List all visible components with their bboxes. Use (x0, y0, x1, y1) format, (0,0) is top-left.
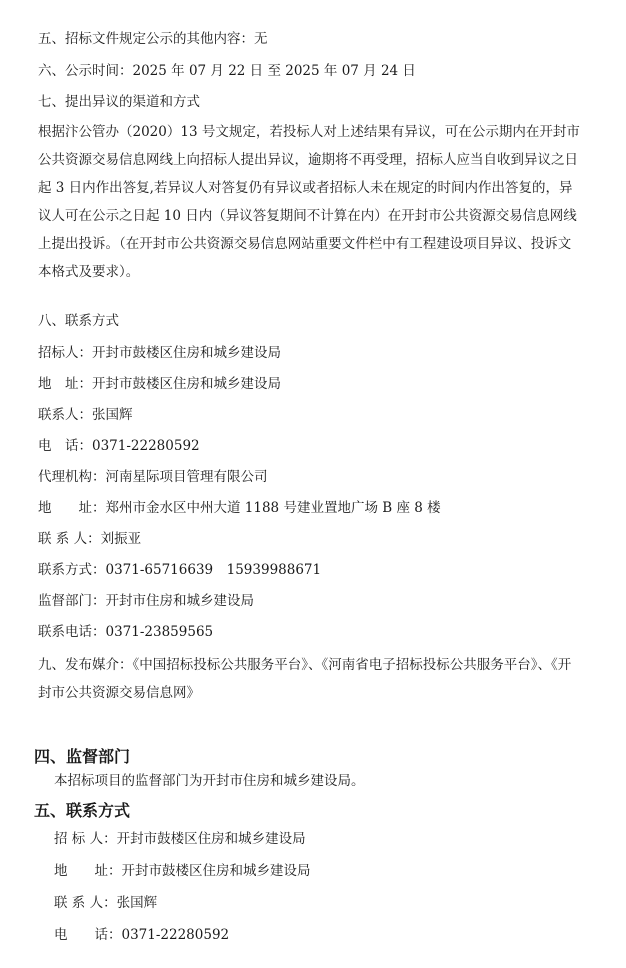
section9-line: 封市公共资源交易信息网》 (38, 685, 200, 701)
contact-agency-address: 地 址：郑州市金水区中州大道 1188 号建业置地广场 B 座 8 楼 (38, 500, 441, 516)
contact-agency-person: 联 系 人：刘振亚 (38, 531, 142, 547)
section7-title: 七、提出异议的渠道和方式 (38, 94, 200, 110)
section7-line: 公共资源交易信息网线上向招标人提出异议，逾期将不再受理，招标人应当自收到异议之日 (38, 152, 578, 168)
contact-address: 地 址：开封市鼓楼区住房和城乡建设局 (38, 376, 281, 392)
contact2-person: 联 系 人：张国辉 (54, 895, 158, 911)
contact-person: 联系人：张国辉 (38, 407, 133, 423)
contact-agency: 代理机构：河南星际项目管理有限公司 (38, 469, 268, 485)
contact-agency-phone: 联系方式：0371-65716639 15939988671 (38, 562, 322, 578)
section5-other: 五、招标文件规定公示的其他内容：无 (38, 31, 268, 47)
section6-period: 六、公示时间：2025 年 07 月 22 日 至 2025 年 07 月 24 日 (38, 63, 416, 79)
section7-body (38, 118, 596, 286)
section9-line: 九、发布媒介：《中国招标投标公共服务平台》、《河南省电子招标投标公共服务平台》、《开 (38, 657, 572, 673)
contact-tenderer: 招标人：开封市鼓楼区住房和城乡建设局 (38, 345, 281, 361)
heading-contacts: 五、联系方式 (34, 801, 131, 820)
section7-line: 议人可在公示之日起 10 日内（异议答复期间不计算在内）在开封市公共资源交易信息网线 (38, 208, 577, 224)
contact2-address: 地 址：开封市鼓楼区住房和城乡建设局 (54, 863, 311, 879)
contact-phone: 电 话：0371-22280592 (38, 438, 200, 454)
contact2-phone: 电 话：0371-22280592 (54, 927, 230, 943)
section7-line: 根据汴公管办（2020）13 号文规定，若投标人对上述结果有异议，可在公示期内在开封市 (38, 124, 580, 140)
heading-supervision: 四、监督部门 (34, 747, 131, 766)
section8-title: 八、联系方式 (38, 313, 119, 329)
section7-line: 起 3 日内作出答复,若异议人对答复仍有异议或者招标人未在规定的时间内作出答复的，异 (38, 180, 573, 196)
contact2-tenderer: 招 标 人：开封市鼓楼区住房和城乡建设局 (54, 831, 306, 847)
contact-supervisor-phone: 联系电话：0371-23859565 (38, 624, 214, 640)
section7-line: 本格式及要求）。 (38, 264, 140, 280)
section7-line: 上提出投诉。（在开封市公共资源交易信息网站重要文件栏中有工程建设项目异议、投诉文 (38, 236, 572, 252)
contact-supervisor: 监督部门：开封市住房和城乡建设局 (38, 593, 254, 609)
supervision-body: 本招标项目的监督部门为开封市住房和城乡建设局。 (54, 773, 365, 789)
